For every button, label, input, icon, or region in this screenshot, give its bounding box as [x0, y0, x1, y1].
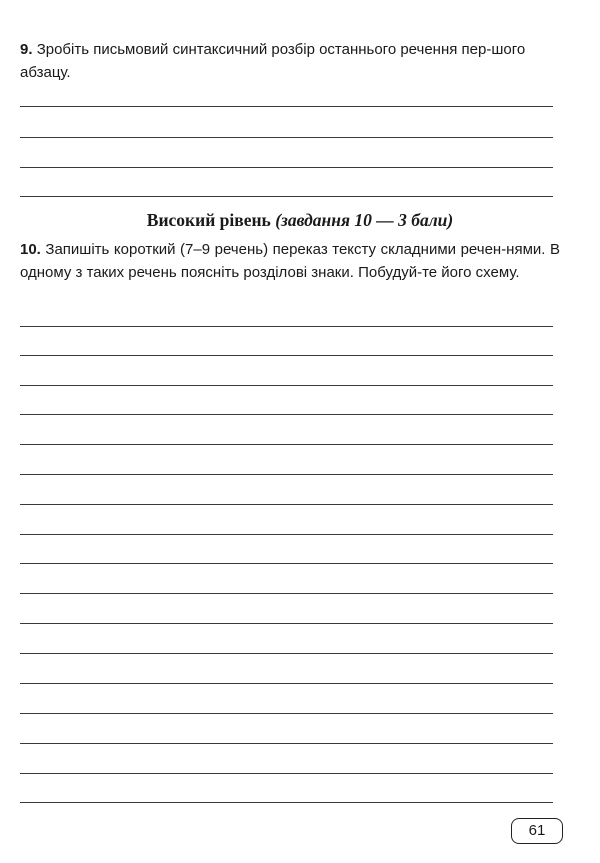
answer-line[interactable] [20, 504, 553, 505]
task-9 [20, 38, 560, 84]
task-10-text: Запишіть короткий (7–9 речень) переказ тексту складними речен-нями. В одному з таких речень поясніть розділові знаки. Побудуй-те його схему. [20, 241, 560, 281]
task-9-number: 9. [20, 41, 33, 58]
page-number: 61 [511, 818, 563, 844]
task-10-number: 10. [20, 241, 41, 258]
answer-line[interactable] [20, 563, 553, 564]
answer-line[interactable] [20, 385, 553, 386]
answer-line[interactable] [20, 137, 553, 138]
answer-line[interactable] [20, 534, 553, 535]
level-note: (завдання 10 — 3 бали) [275, 210, 454, 230]
answer-line[interactable] [20, 773, 553, 774]
answer-line[interactable] [20, 743, 553, 744]
answer-line[interactable] [20, 355, 553, 356]
answer-line[interactable] [20, 802, 553, 803]
answer-line[interactable] [20, 167, 553, 168]
task-10 [20, 238, 560, 284]
answer-line[interactable] [20, 474, 553, 475]
level-title: Високий рівень [146, 210, 271, 230]
answer-line[interactable] [20, 444, 553, 445]
answer-line[interactable] [20, 414, 553, 415]
answer-line[interactable] [20, 623, 553, 624]
answer-line[interactable] [20, 326, 553, 327]
answer-line[interactable] [20, 653, 553, 654]
answer-line[interactable] [20, 713, 553, 714]
answer-line[interactable] [20, 683, 553, 684]
answer-line[interactable] [20, 106, 553, 107]
answer-line[interactable] [20, 196, 553, 197]
level-heading [0, 210, 600, 231]
answer-line[interactable] [20, 593, 553, 594]
task-9-text: Зробіть письмовий синтаксичний розбір останнього речення пер-шого абзацу. [20, 41, 526, 81]
